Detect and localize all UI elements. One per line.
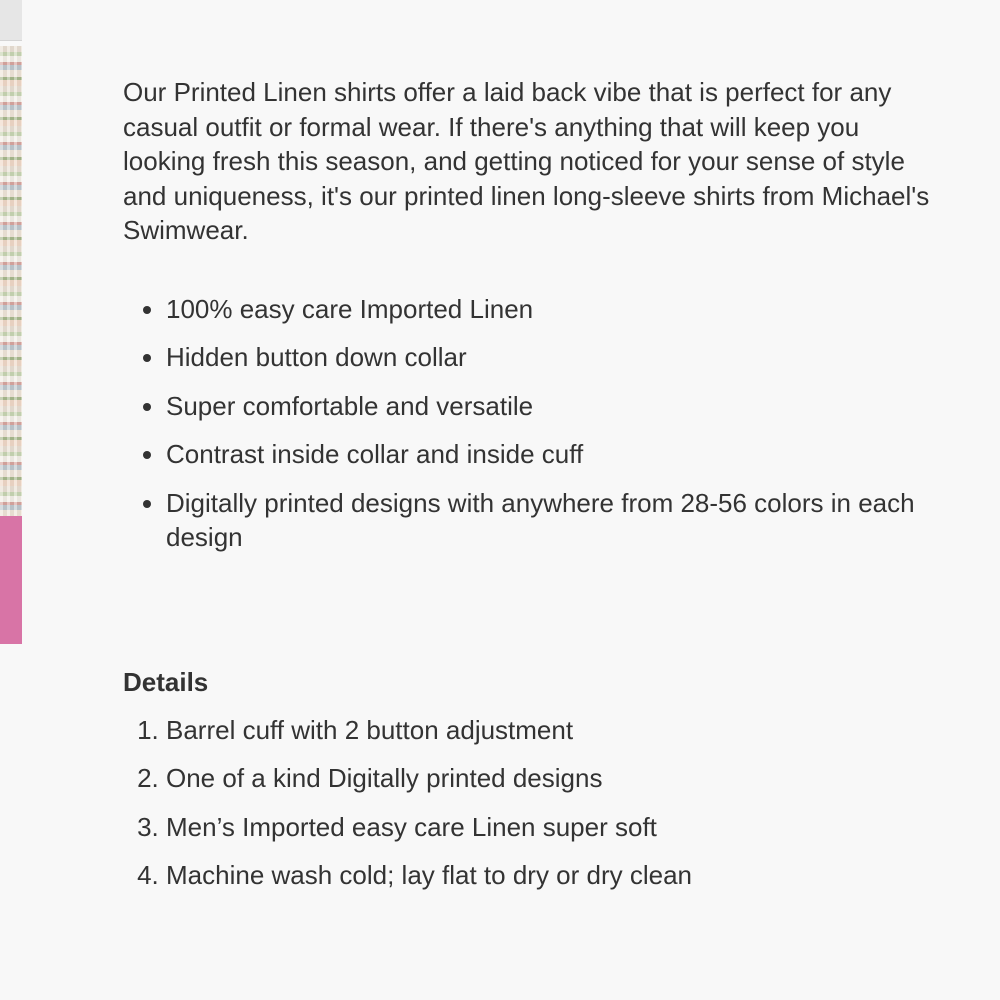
intro-paragraph: Our Printed Linen shirts offer a laid back vibe that is perfect for any casual outfit or formal wear. If there's anything that will keep you looking fresh this season, and getting noticed for your sense of style and uniqueness, it's our printed linen long-sleeve shirts from Michael's Swimwear. xyxy=(123,77,930,245)
thumbnail-frame-top xyxy=(0,0,22,41)
feature-item: • Super comfortable and versatile xyxy=(166,389,933,424)
details-item: 4. Machine wash cold; lay flat to dry or dry clean xyxy=(166,858,933,893)
details-item: 3. Men’s Imported easy care Linen super soft xyxy=(166,810,933,845)
feature-item: • Contrast inside collar and inside cuff xyxy=(166,437,933,472)
feature-list xyxy=(123,292,933,555)
details-item: 1. Barrel cuff with 2 button adjustment xyxy=(166,713,933,748)
product-image-thumbnail[interactable] xyxy=(0,0,22,644)
details-item: 2. One of a kind Digitally printed designs xyxy=(166,761,933,796)
shirt-print-pattern xyxy=(0,46,22,516)
feature-item: • Hidden button down collar xyxy=(166,340,933,375)
product-description xyxy=(123,75,933,907)
details-list xyxy=(123,713,933,893)
details-heading: Details xyxy=(123,666,209,697)
feature-item: • 100% easy care Imported Linen xyxy=(166,292,933,327)
shirt-pink-section xyxy=(0,516,22,644)
feature-item: • Digitally printed designs with anywhere from 28-56 colors in each design xyxy=(166,486,933,555)
